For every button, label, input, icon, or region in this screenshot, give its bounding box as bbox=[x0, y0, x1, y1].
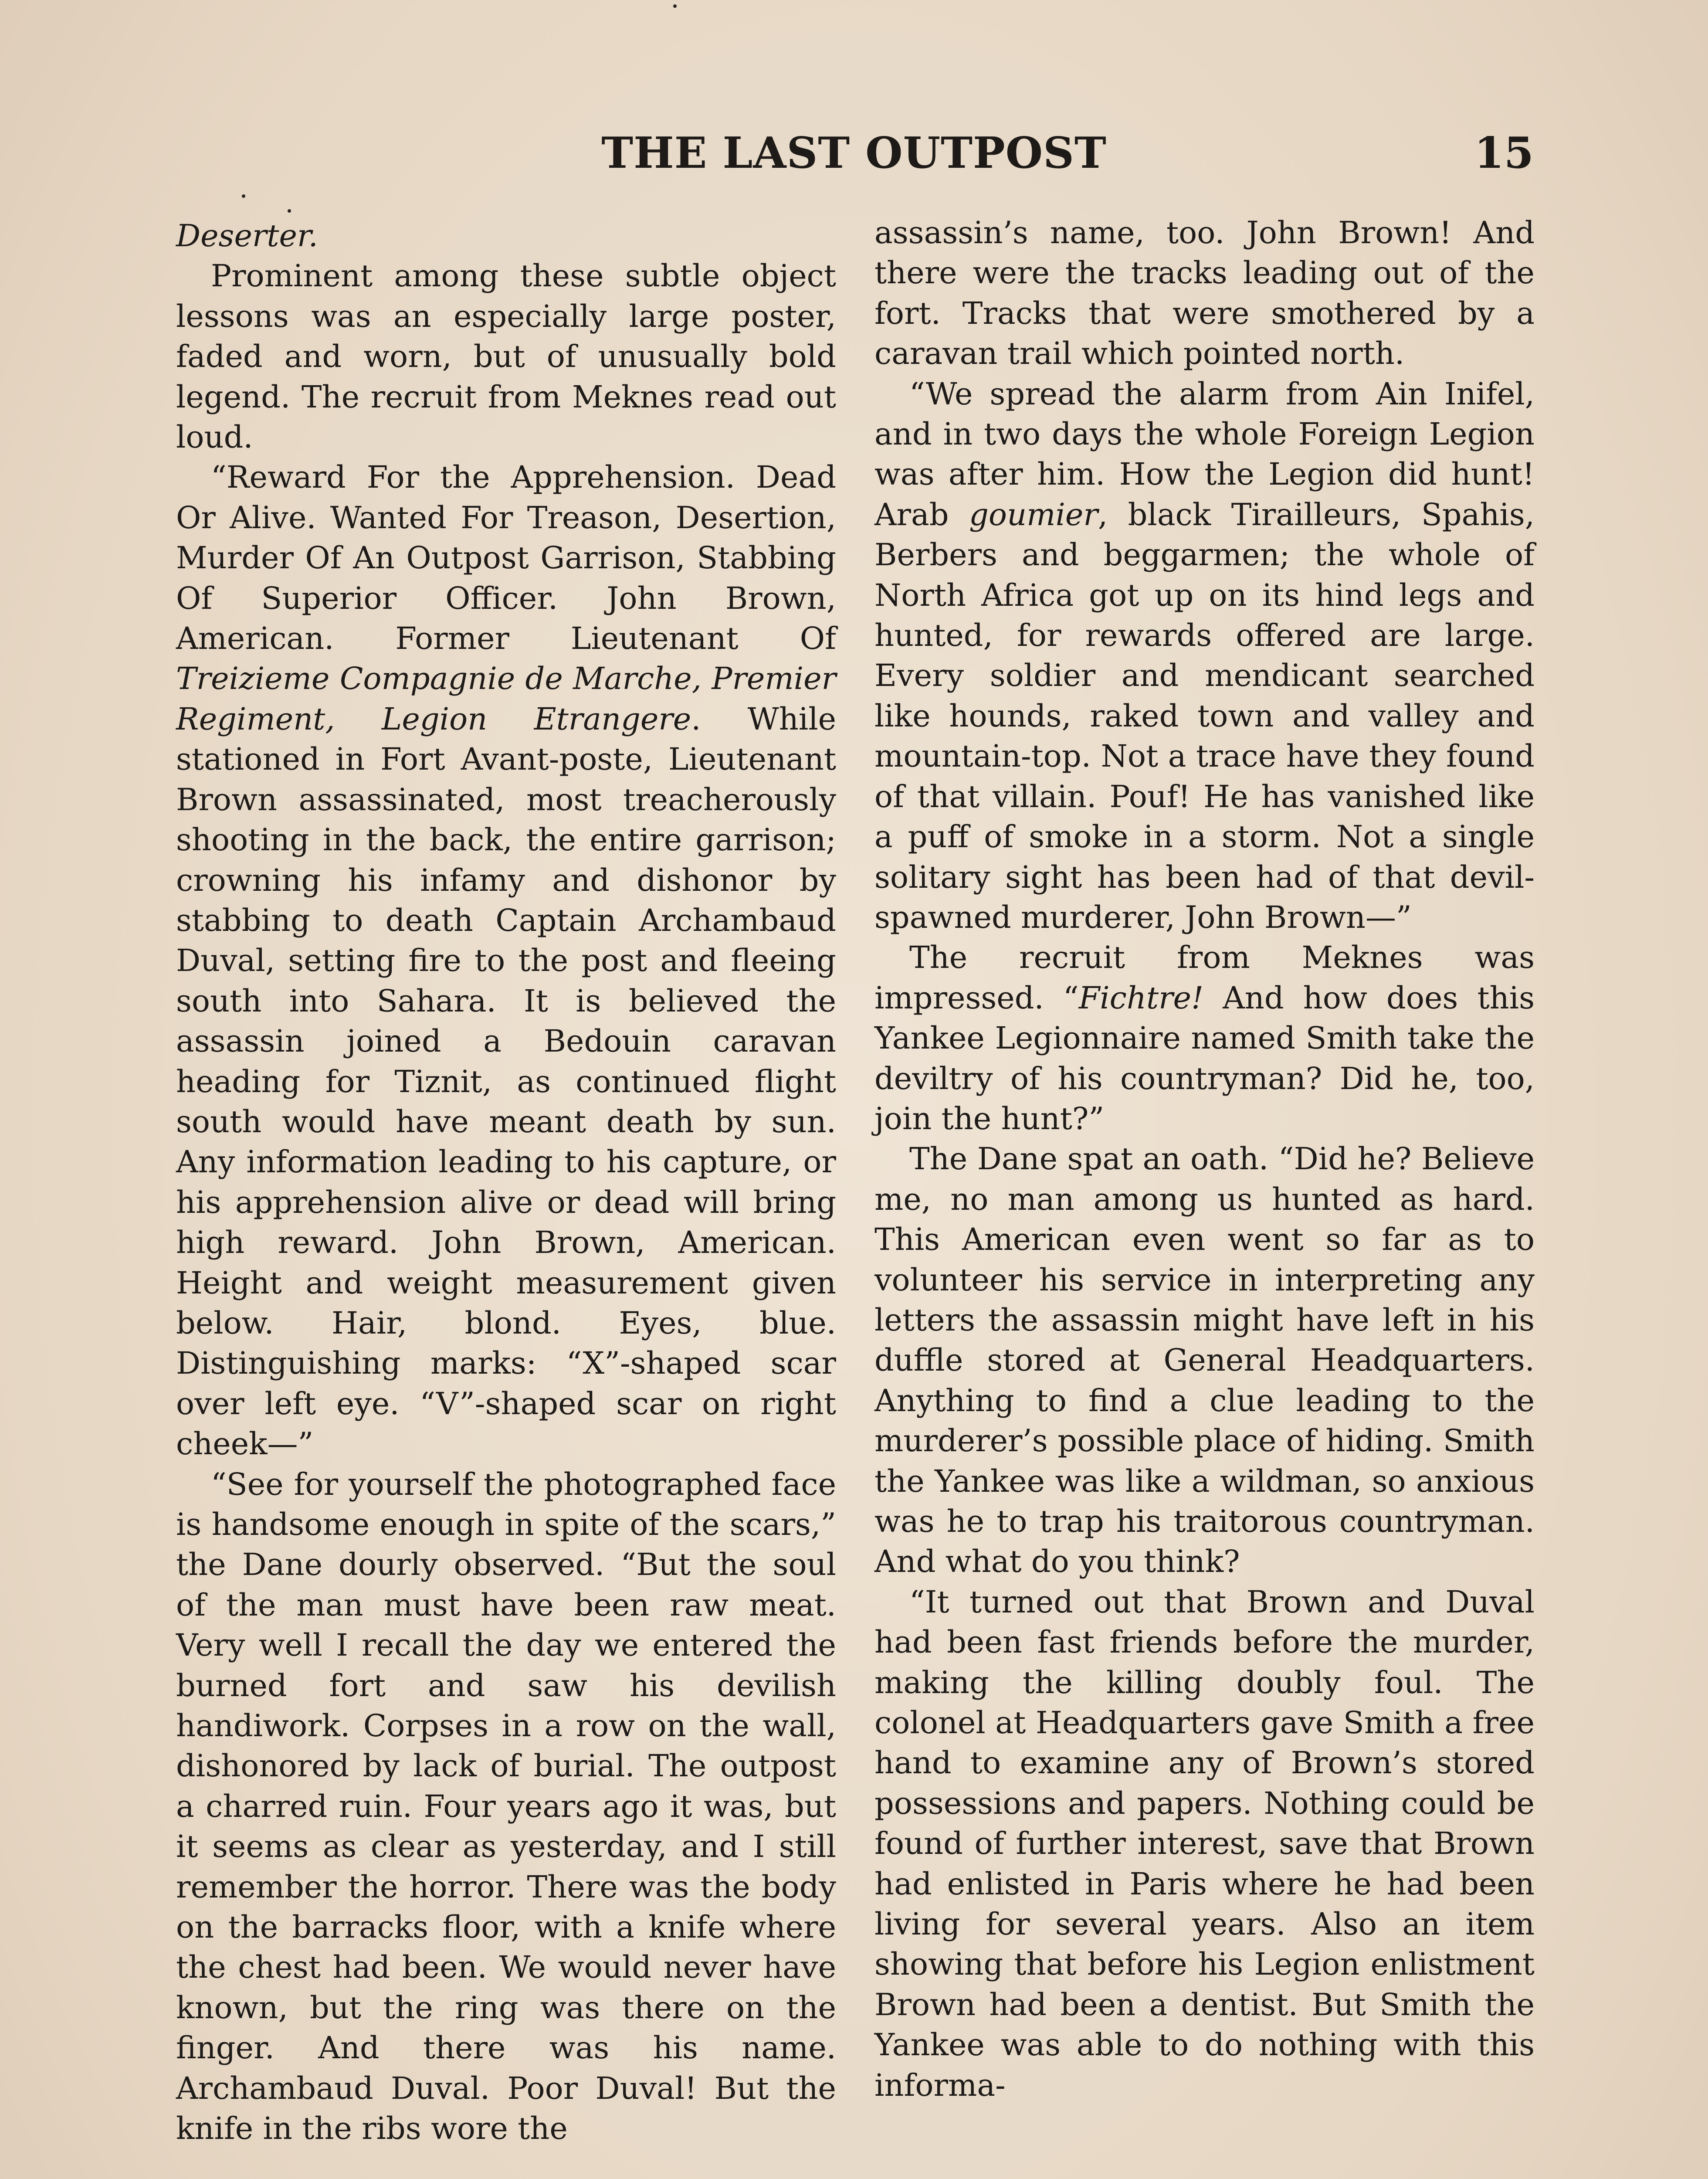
paragraph: Prominent among these subtle object lessons was an especially large poster, faded and worn, but of unusually bold legend. The recruit from Meknes read out loud. bbox=[176, 258, 836, 455]
paragraph: The Dane spat an oath. “Did he? Believe me, no man among us hunted as hard. This American even went so far as to volunteer his service in interpreting any letters the assassin might have left in his duffle stored at General Headquarters. Anything to find a clue leading to the murderer’s possible place of hiding. Smith the Yankee was like a wildman, so anxious was he to trap his traitorous countryman. And what do you think? bbox=[874, 1141, 1535, 1580]
paragraph bbox=[176, 457, 836, 1464]
left-column bbox=[176, 216, 836, 2149]
paragraph bbox=[874, 937, 1535, 1139]
text-run: The recruit from Meknes was impressed. “ bbox=[874, 940, 1535, 1016]
page-number: 15 bbox=[1474, 128, 1534, 178]
text-run: And how does this Yankee Legionnaire named Smith take the deviltry of his countryman? Did he, too, join the hunt?” bbox=[874, 980, 1535, 1137]
paragraph bbox=[874, 374, 1535, 938]
right-column bbox=[874, 213, 1535, 2105]
ink-speck bbox=[673, 4, 677, 8]
paragraph: assassin’s name, too. John Brown! And there were the tracks leading out of the fort. Tracks that were smothered by a caravan trail which pointed north. bbox=[874, 215, 1535, 372]
ink-speck bbox=[242, 194, 245, 198]
running-title: THE LAST OUTPOST bbox=[601, 128, 1107, 178]
text-run: “We spread the alarm from Ain Inifel, and in two days the whole Foreign Legion was after him. How the Legion did hunt! Arab bbox=[874, 376, 1535, 533]
text-run: “Reward For the Apprehension. Dead Or Alive. Wanted For Treason, Desertion, Murder Of An Outpost Garrison, Stabbing Of Superior Officer. John Brown, American. Former Lieutenant Of bbox=[176, 459, 836, 657]
paragraph: “See for yourself the photographed face is handsome enough in spite of the scars,” the Dane dourly observed. “But the soul of the man must have been raw meat. Very well I recall the day we entered the burned fort and saw his devilish handiwork. Corpses in a row on the wall, dishonored by lack of burial. The outpost a charred ruin. Four years ago it was, but it seems as clear as yesterday, and I still remember the horror. There was the body on the barracks floor, with a knife where the chest had been. We would never have known, but the ring was there on the finger. And there was his name. Archambaud Duval. Poor Duval! But the knife in the ribs wore the bbox=[176, 1466, 836, 2147]
italic-text: Deserter. bbox=[176, 218, 318, 254]
italic-text: Fichtre! bbox=[1078, 980, 1204, 1016]
italic-text: Treizieme Compagnie de Marche, Premier Regiment, Legion Etrangere bbox=[176, 661, 836, 737]
ink-speck bbox=[288, 209, 291, 213]
paragraph bbox=[176, 216, 836, 256]
text-run: . While stationed in Fort Avant-poste, Lieutenant Brown assassinated, most treacherously shooting in the back, the entire garrison; crowning his infamy and dishonor by stabbing to death Captain Archambaud Duval, setting fire to the post and fleeing south into Sahara. It is believed the assassin joined a Bedouin caravan heading for Tiznit, as continued flight south would have meant death by sun. Any information leading to his capture, or his apprehension alive or dead will bring high reward. John Brown, American. Height and weight measurement given below. Hair, blond. Eyes, blue. Distinguishing marks: “X”-shaped scar over left eye. “V”-shaped scar on right cheek—” bbox=[176, 701, 837, 1462]
italic-text: goumier bbox=[969, 496, 1098, 533]
paragraph: “It turned out that Brown and Duval had been fast friends before the murder, making the killing doubly foul. The colonel at Headquarters gave Smith a free hand to examine any of Brown’s stored possessions and papers. Nothing could be found of further interest, save that Brown had enlisted in Paris where he had been living for several years. Also an item showing that before his Legion enlistment Brown had been a dentist. But Smith the Yankee was able to do nothing with this informa- bbox=[874, 1584, 1535, 2103]
running-header bbox=[174, 123, 1534, 184]
text-run: , black Tirailleurs, Spahis, Berbers and beggarmen; the whole of North Africa got up on its hind legs and hunted, for rewards offered are large. Every soldier and mendicant searched like hounds, raked town and valley and mountain-top. Not a trace have they found of that villain. Pouf! He has vanished like a puff of smoke in a storm. Not a single solitary sight has been had of that devil-spawned murderer, John Brown—” bbox=[874, 496, 1535, 935]
